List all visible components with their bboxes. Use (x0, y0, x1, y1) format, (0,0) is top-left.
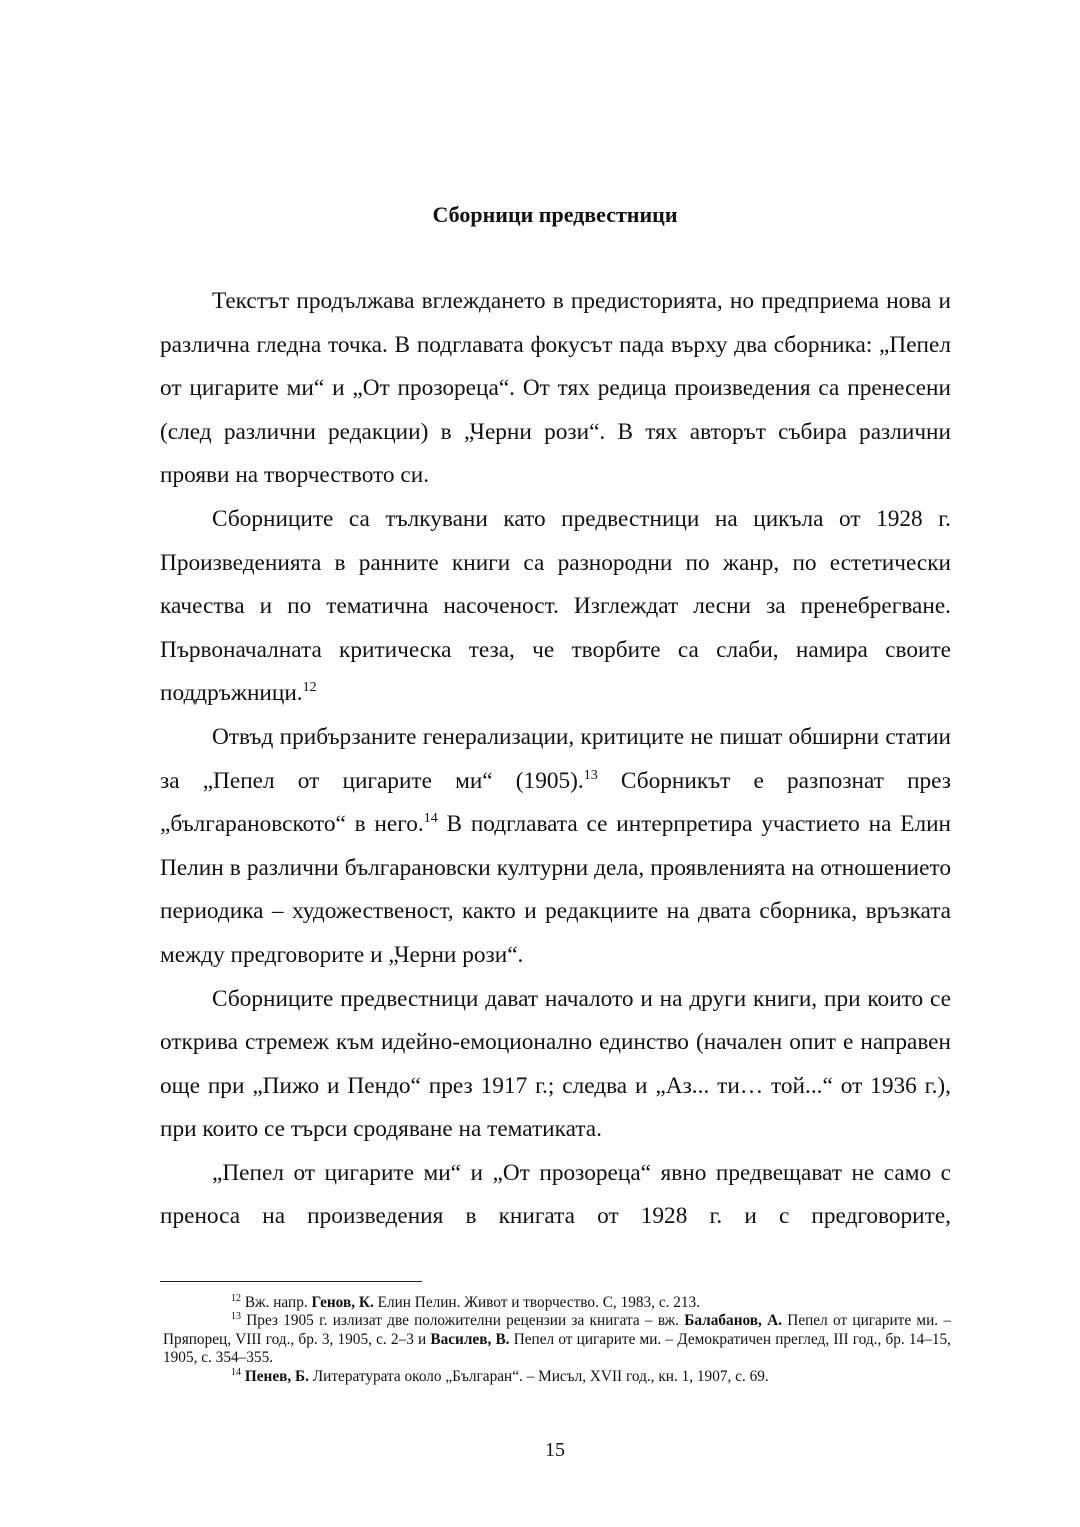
paragraph-4 (160, 978, 951, 1152)
footnote-author: Пенев, Б. (244, 1367, 309, 1385)
page-number: 15 (545, 1439, 565, 1461)
footnote-text: Пепел от цигарите ми. – Демократичен преглед, III год., бр. 14–15, 1905, с. 354–355. (163, 1330, 951, 1367)
paragraph-3 (160, 716, 951, 978)
footnote-author: Генов, К. (311, 1294, 374, 1311)
footnote-ref-13[interactable]: 13 (583, 767, 598, 783)
body-text (160, 280, 951, 1239)
section-heading: Сборници предвестници (432, 202, 678, 227)
paragraph-5 (160, 1152, 951, 1239)
footnote-number: 14 (231, 1366, 241, 1378)
paragraph-text: Сборникът е разпознат през „българановското“ в него. (160, 767, 952, 838)
footnotes (163, 1294, 951, 1386)
paragraph-text: В подглавата се интерпретира участието на Елин Пелин в различни българановски културни дела, проявленията на отношението периодика – художественост, както и редакциите на двата сборника, връзката между предговорите и „Черни рози“. (160, 811, 952, 968)
footnote-text: През 1905 г. излизат две положителни рецензии за книгата – вж. (241, 1312, 685, 1330)
footnote-author: Василев, В. (430, 1330, 510, 1348)
footnote-separator (160, 1281, 422, 1282)
paragraph-text: Сборниците предвестници дават началото и на други книги, при които се открива стремеж към идейно-емоционално единство (начален опит е направен още при „Пижо и Пендо“ през 1917 г.; следва и „Аз... ти… той...“ от 1936 г.), при които се търси сродяване на тематиката. (160, 985, 951, 1143)
paragraph-2 (160, 498, 951, 716)
paragraph-text: Текстът продължава вглеждането в предисторията, но предприема нова и различна гледна точка. В подглавата фокусът пада върху два сборника: „Пепел от цигарите ми“ и „От прозореца“. От тях редица произведения са пренесени (след различни редакции) в „Черни рози“. В тях авторът събира различни прояви на творчеството си. (160, 288, 951, 489)
paragraph-text: „Пепел от цигарите ми“ и „От прозореца“ явно предвещават не само с преноса на произведения в книгата от 1928 г. и с предговорите, (160, 1159, 951, 1230)
footnote-text: Литературата около „Българан“. – Мисъл, XVII год., кн. 1, 1907, с. 69. (308, 1367, 769, 1385)
paragraph-text: Отвъд прибързаните генерализации, критиците не пишат обширни статии за „Пепел от цигарите ми“ (1905). (160, 723, 951, 794)
footnote-number: 12 (231, 1293, 241, 1304)
footnote-number: 13 (231, 1311, 241, 1323)
footnote-ref-12[interactable]: 12 (302, 680, 317, 696)
footnote-text: Вж. напр. (241, 1294, 312, 1311)
footnote-13 (163, 1312, 951, 1367)
footnote-ref-14[interactable]: 14 (423, 811, 438, 827)
paragraph-1 (160, 280, 951, 498)
footnote-author: Балабанов, А. (684, 1312, 783, 1330)
footnote-14 (163, 1368, 951, 1386)
paragraph-text: Сборниците са тълкувани като предвестници на цикъла от 1928 г. Произведенията в ранните книги са разнородни по жанр, по естетически качества и по тематична насоченост. Изглеждат лесни за пренебрегване. Първоначалната критическа теза, че творбите са слаби, намира своите поддръжници. (160, 505, 951, 707)
footnote-12 (163, 1294, 951, 1312)
footnote-text: Пепел от цигарите ми. – Пряпорец, VIII год., бр. 3, 1905, с. 2–3 и (163, 1312, 951, 1348)
footnote-text: Елин Пелин. Живот и творчество. С, 1983, с. 213. (373, 1294, 701, 1311)
